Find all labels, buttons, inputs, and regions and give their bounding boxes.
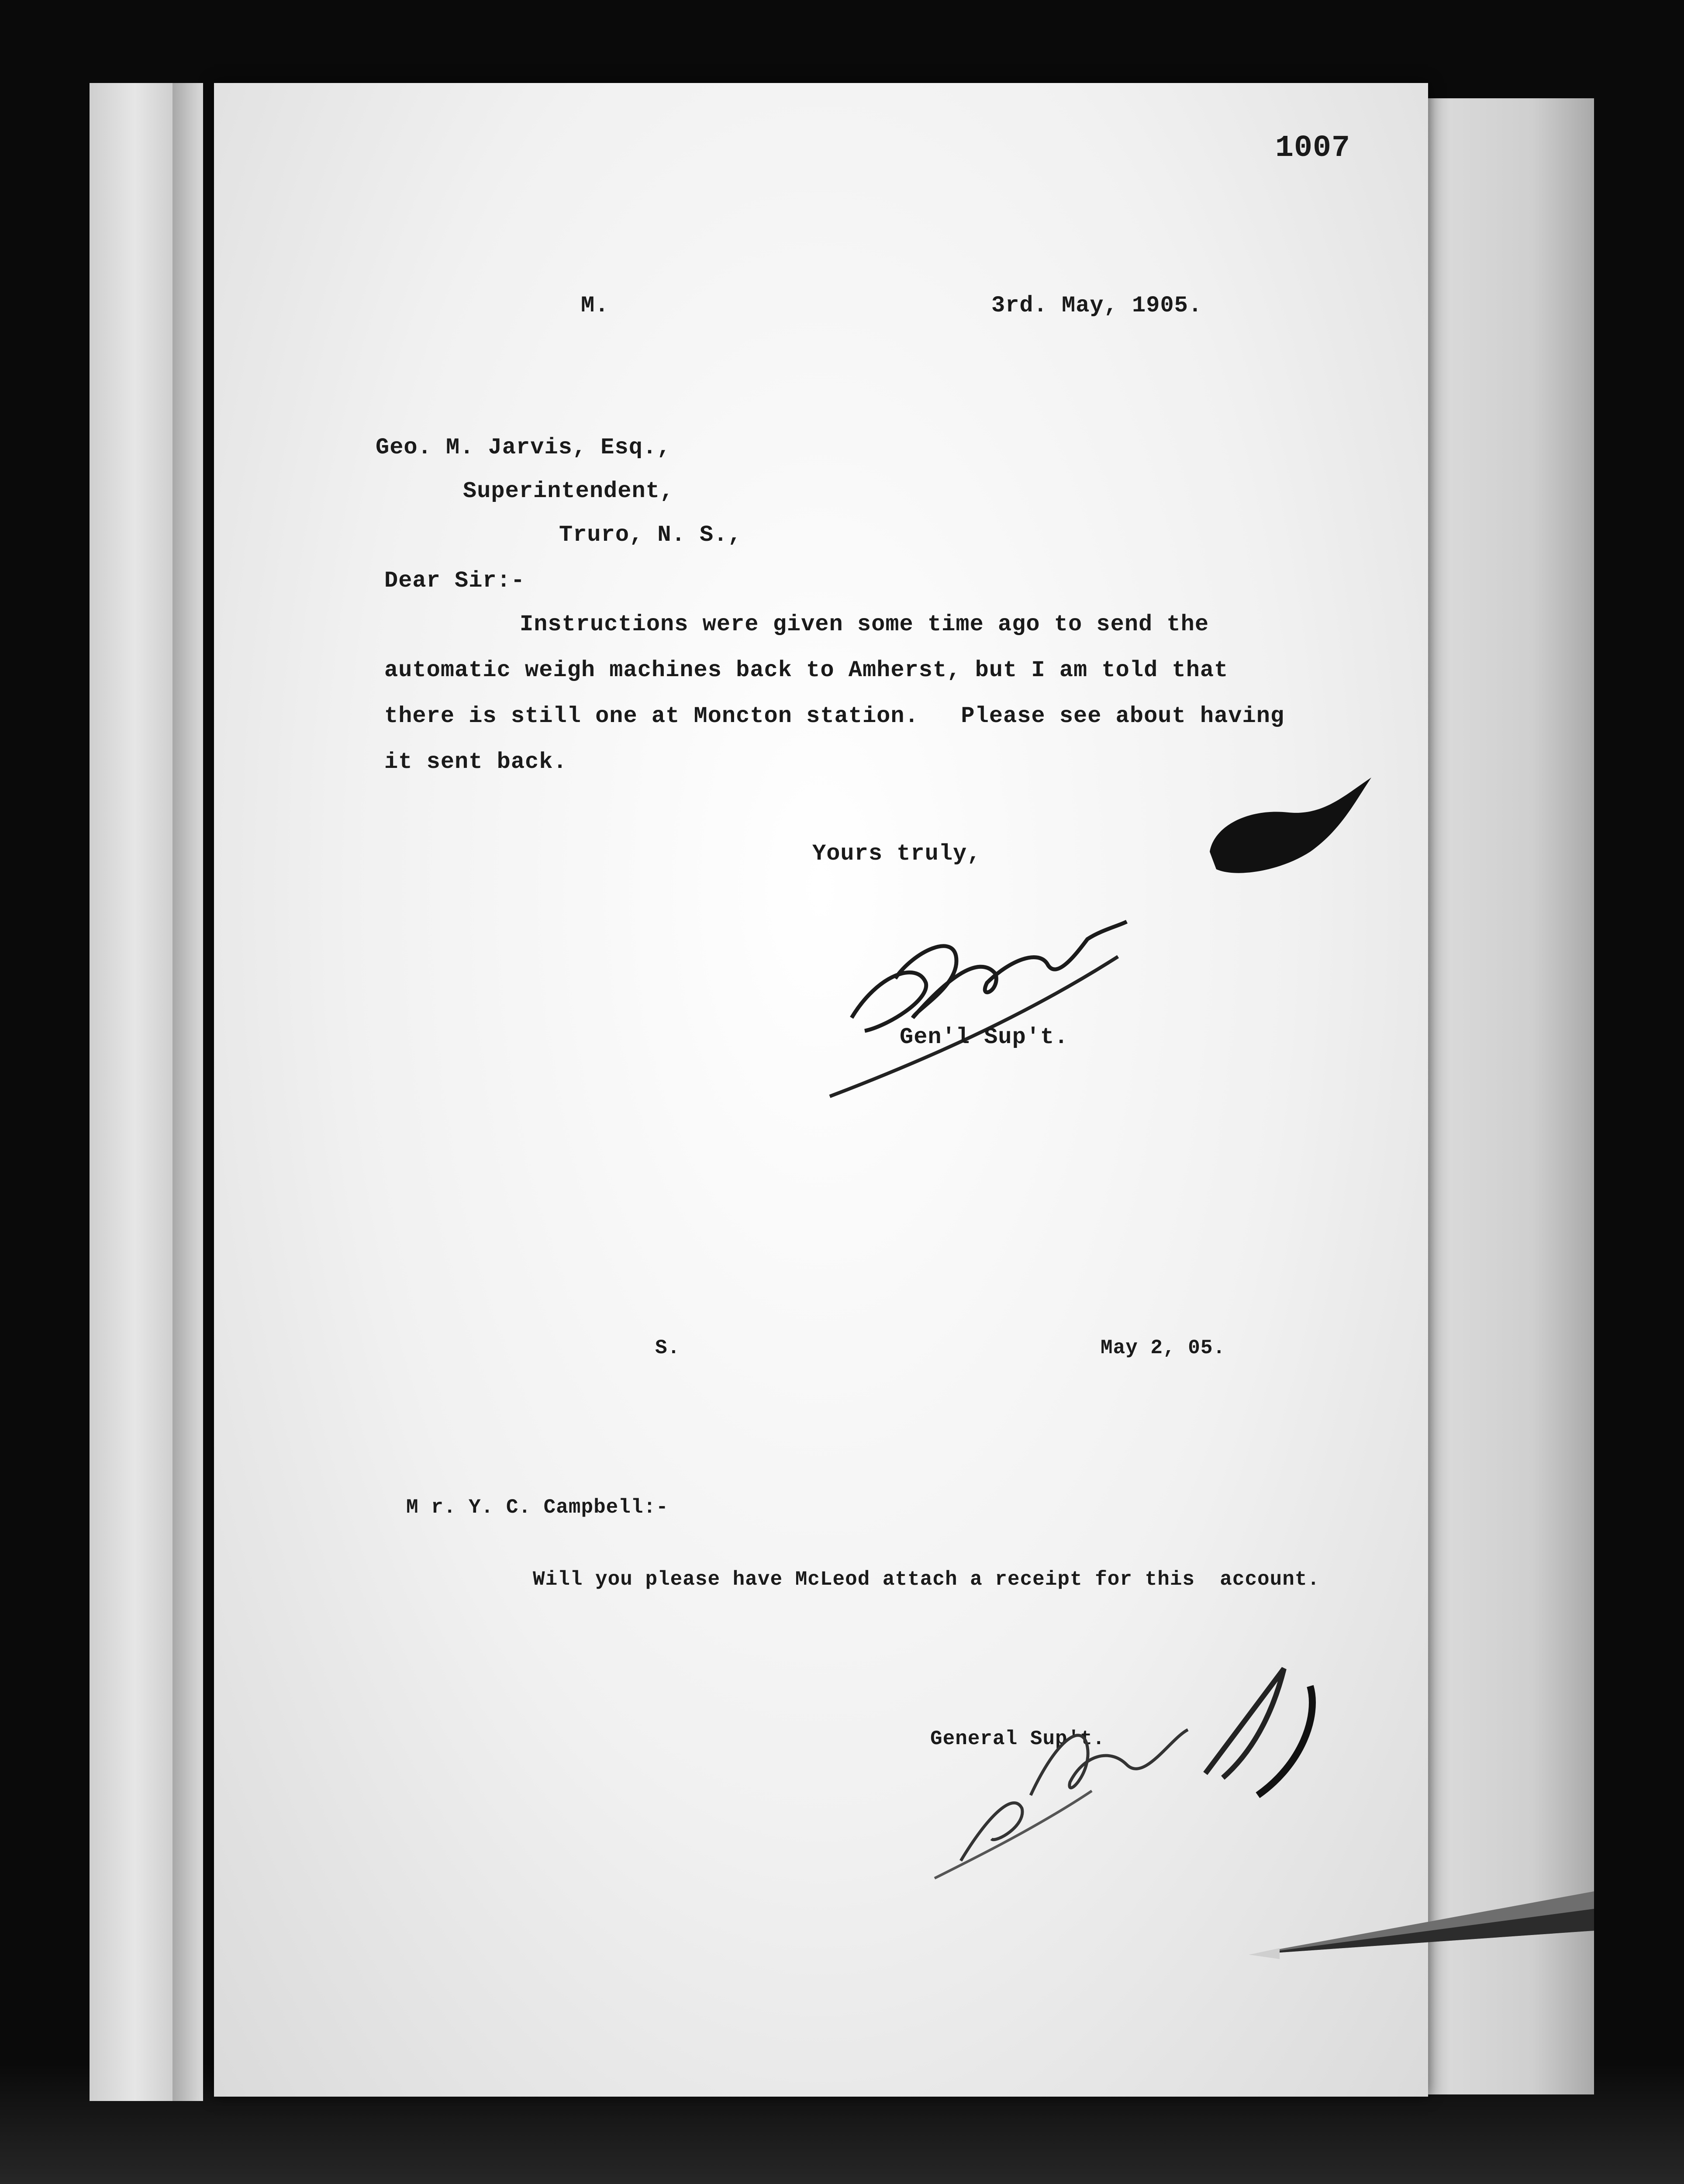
letter1-signer-title: Gen'l Sup't. [900,1024,1069,1050]
signature-1 [812,887,1205,1114]
letter1-initial: M. [581,293,609,318]
pen [1245,1883,1594,2014]
letter1-title: Superintendent, [463,478,674,504]
letter1-body-line: Instructions were given some time ago to send the [520,612,1209,637]
letter1-salutation: Dear Sir:- [384,568,525,594]
letter1-addressee: Geo. M. Jarvis, Esq., [376,435,671,460]
letter1-body-line: it sent back. [384,749,567,775]
ink-blot [1197,778,1384,909]
letter1-date: 3rd. May, 1905. [991,293,1203,318]
letter1-location: Truro, N. S., [559,522,742,548]
letter2-initial: S. [655,1337,680,1359]
letter1-body-line: there is still one at Moncton station. Please see about having [384,703,1285,729]
letter2-signer-title: General Sup't. [930,1728,1105,1750]
letter1-closing: Yours truly, [812,841,981,867]
left-page-edge [173,83,203,2101]
letter1-body-line: automatic weigh machines back to Amherst, but I am told that [384,657,1228,683]
letter2-date: May 2, 05. [1101,1337,1226,1359]
letter2-addressee: M r. Y. C. Campbell:- [406,1496,669,1519]
page-number: 1007 [1275,131,1351,166]
signature-2 [926,1651,1363,1896]
letter2-body: Will you please have McLeod attach a receipt for this account. [533,1568,1320,1591]
